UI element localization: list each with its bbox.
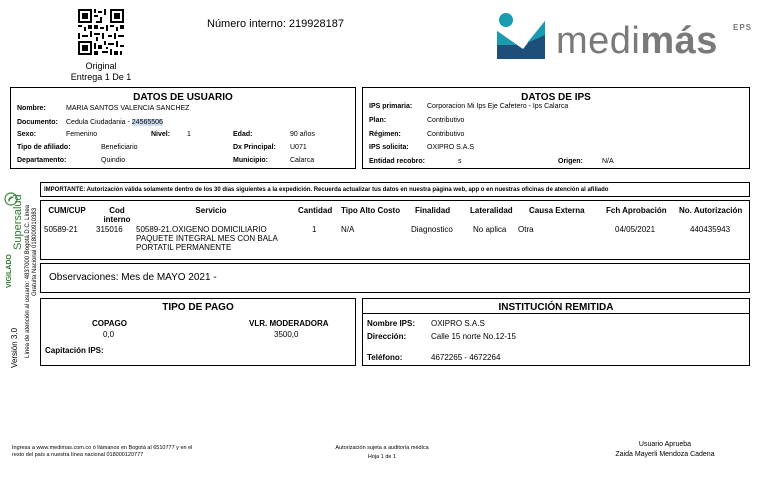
- departamento-value: Quindio: [101, 157, 126, 164]
- datos-usuario-title: DATOS DE USUARIO: [133, 92, 233, 103]
- col-servicio-header: Servicio: [195, 206, 227, 215]
- municipio-value: Calarca: [290, 157, 315, 164]
- col-cod-header: Cod: [109, 206, 125, 215]
- brand-suffix: EPS: [733, 23, 753, 32]
- telefono-value: 4672265 - 4672264: [431, 353, 501, 362]
- col-cantidad-header: Cantidad: [298, 206, 333, 215]
- supersalud-label: Supersalud: [12, 194, 24, 250]
- afiliado-value: Beneficiario: [101, 144, 138, 151]
- nombre-ips-value: OXIPRO S.A.S: [431, 319, 485, 328]
- municipio-label: Municipio:: [233, 157, 268, 164]
- documento-value: [66, 119, 163, 126]
- dx-label: Dx Principal:: [233, 144, 276, 151]
- row-fecha: 04/05/2021: [615, 225, 656, 234]
- departamento-label: Departamento:: [17, 157, 67, 164]
- moderadora-label: VLR. MODERADORA: [249, 319, 329, 328]
- origen-value: N/A: [602, 158, 614, 165]
- datos-ips-section: [362, 87, 750, 169]
- footer-center-1: Autorización sujeta a auditoría médica: [335, 445, 429, 451]
- institucion-remitida-title: INSTITUCIÓN REMITIDA: [498, 302, 614, 313]
- ips-primaria-value: Corporacion Mi Ips Eje Cafetero - Ips Calarca: [427, 103, 569, 110]
- moderadora-value: 3500,0: [274, 330, 299, 339]
- plan-value: Contributivo: [427, 117, 465, 124]
- col-causa-header: Causa Externa: [529, 206, 585, 215]
- brand-name-light: medi: [556, 20, 641, 62]
- vigilado-label: VIGILADO: [6, 254, 13, 288]
- internal-number: Número interno: 219928187: [207, 18, 344, 30]
- col-lateralidad-header: Lateralidad: [470, 206, 513, 215]
- nombre-value: MARIA SANTOS VALENCIA SANCHEZ: [66, 105, 190, 112]
- row-servicio-2: PAQUETE INTEGRAL MES CON BALA: [136, 234, 278, 243]
- col-cod-header-2: interno: [103, 215, 131, 224]
- capitacion-label: Capitación IPS:: [45, 346, 104, 355]
- tipo-pago-title: TIPO DE PAGO: [162, 302, 234, 313]
- copago-label: COPAGO: [92, 319, 127, 328]
- ips-solicita-value: OXIPRO S.A.S: [427, 144, 475, 151]
- edad-label: Edad:: [233, 131, 253, 138]
- copago-value: 0,0: [103, 330, 115, 339]
- col-autorizacion-header: No. Autorización: [679, 206, 743, 215]
- footer-center-2: Hoja 1 de 1: [367, 454, 397, 460]
- version-label: Versión 3.0: [10, 327, 19, 368]
- row-cod: 315016: [96, 225, 123, 234]
- row-finalidad: Diagnostico: [411, 225, 453, 234]
- entrega-label: Entrega 1 De 1: [70, 72, 132, 82]
- col-finalidad-header: Finalidad: [415, 206, 451, 215]
- telefono-label: Teléfono:: [367, 353, 403, 362]
- services-table: [40, 200, 750, 260]
- documento-label: Documento:: [17, 119, 58, 126]
- institucion-remitida-section: [362, 298, 750, 366]
- row-causa: Otra: [518, 225, 534, 234]
- ips-primaria-label: IPS primaria:: [369, 103, 413, 110]
- row-autorizacion: 440435943: [690, 225, 731, 234]
- sexo-label: Sexo:: [17, 131, 37, 138]
- footer-right-2: Zaida Mayerli Mendoza Cadena: [615, 451, 715, 458]
- documento-numero: 24565506: [131, 119, 163, 126]
- row-cantidad: 1: [312, 225, 317, 234]
- medimas-logo-icon: [497, 11, 549, 59]
- brand-name: [556, 22, 718, 60]
- footer-right-1: Usuario Aprueba: [638, 441, 692, 448]
- brand-name-bold: más: [640, 20, 718, 62]
- dx-value: U071: [290, 144, 307, 151]
- original-label: Original: [85, 61, 117, 71]
- col-fecha-header: Fch Aprobación: [606, 206, 667, 215]
- entidad-recobro-label: Entidad recobro:: [369, 158, 426, 165]
- col-cum-header: CUM/CUP: [48, 206, 86, 215]
- row-alto-costo: N/A: [341, 225, 355, 234]
- nivel-label: Nivel:: [151, 131, 171, 138]
- institucion-remitida-divider: [363, 313, 749, 314]
- row-lateralidad: No aplica: [473, 225, 507, 234]
- row-servicio-3: PORTATIL PERMANENTE: [136, 243, 232, 252]
- origen-label: Origen:: [558, 158, 583, 165]
- importante-banner: [40, 182, 750, 197]
- regimen-label: Régimen:: [369, 131, 401, 138]
- entidad-recobro-value: s: [458, 158, 462, 165]
- col-alto-costo-header: Tipo Alto Costo: [341, 206, 401, 215]
- nombre-ips-label: Nombre IPS:: [367, 319, 416, 328]
- regimen-value: Contributivo: [427, 131, 465, 138]
- row-cum: 50589-21: [44, 225, 78, 234]
- observaciones-section: [40, 263, 750, 293]
- datos-ips-title: DATOS DE IPS: [521, 92, 591, 103]
- sidebar-linea-2: Gratuita Nacional 018000910383: [32, 207, 38, 296]
- ips-solicita-label: IPS solicita:: [369, 144, 409, 151]
- afiliado-label: Tipo de afiliado:: [17, 144, 71, 151]
- nivel-value: 1: [187, 131, 191, 138]
- importante-text: IMPORTANTE: Autorización válida solamente dentro de los 30 días siguientes a la expedición. Recuerda actualizar tus datos en nuestra página web, app o en nuestras oficinas de atención al afiliado: [44, 187, 609, 193]
- documento-tipo: Cedula Ciudadania -: [66, 119, 130, 126]
- sexo-value: Femenino: [66, 131, 98, 138]
- plan-label: Plan:: [369, 117, 387, 124]
- tipo-pago-section: [40, 298, 356, 366]
- datos-usuario-section: [10, 87, 356, 169]
- row-servicio-1: 50589-21.OXIGENO DOMICILIARIO: [136, 225, 267, 234]
- footer-left-1: Ingresa a www.medimas.com.co ó llámanos en Bogotá al 6510777 y en el: [12, 445, 193, 451]
- nombre-label: Nombre:: [17, 105, 46, 112]
- observaciones-text: Observaciones: Mes de MAYO 2021 -: [49, 272, 217, 283]
- footer-left-2: resto del país a nuestra línea nacional 018000120777: [12, 452, 144, 458]
- sidebar-linea-1: Línea de atención al usuario: 4837000 Bogotá D.C. Línea: [25, 204, 31, 358]
- edad-value: 90 años: [290, 131, 315, 138]
- direccion-value: Calle 15 norte No.12-15: [431, 332, 516, 341]
- qr-code-image: [78, 9, 124, 55]
- direccion-label: Dirección:: [367, 332, 407, 341]
